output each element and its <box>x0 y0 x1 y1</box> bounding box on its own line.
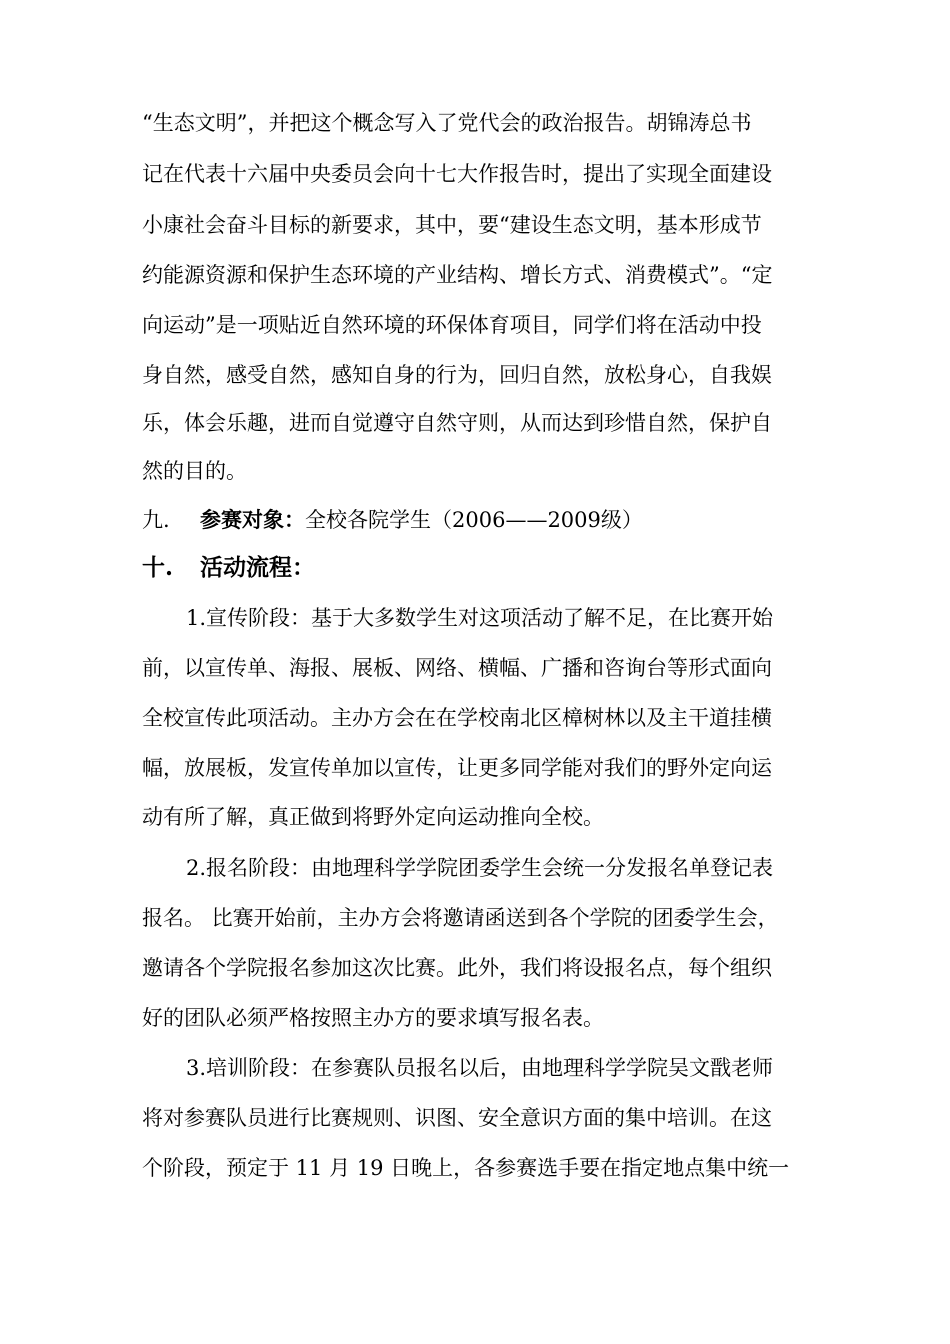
paragraph-line: 记在代表十六届中央委员会向十七大作报告时，提出了实现全面建设 <box>142 162 772 186</box>
paragraph-line: 向运动”是一项贴近自然环境的环保体育项目，同学们将在活动中投 <box>142 313 762 337</box>
section-10-number: 十. <box>142 554 174 581</box>
paragraph-line: 然的目的。 <box>142 459 247 483</box>
stage-2-line: 邀请各个学院报名参加这次比赛。此外，我们将设报名点，每个组织 <box>142 956 772 980</box>
stage-3-line: 个阶段，预定于 11 月 19 日晚上，各参赛选手要在指定地点集中统一 <box>142 1156 790 1180</box>
stage-1-line: 1.宣传阶段：基于大多数学生对这项活动了解不足，在比赛开始 <box>186 606 774 630</box>
paragraph-line: “生态文明”，并把这个概念写入了党代会的政治报告。胡锦涛总书 <box>142 111 752 135</box>
stage-1-line: 动有所了解，真正做到将野外定向运动推向全校。 <box>142 805 604 829</box>
section-10-heading <box>142 552 822 584</box>
paragraph-line: 身自然，感受自然，感知自身的行为，回归自然，放松身心，自我娱 <box>142 363 772 387</box>
section-9-number: 九. <box>142 508 170 532</box>
section-9-label: 参赛对象： <box>200 507 305 532</box>
stage-3-line: 将对参赛队员进行比赛规则、识图、安全意识方面的集中培训。在这 <box>142 1106 772 1130</box>
stage-3-line: 3.培训阶段：在参赛队员报名以后，由地理科学学院吴文戬老师 <box>186 1056 774 1080</box>
paragraph-line: 乐，体会乐趣，进而自觉遵守自然守则，从而达到珍惜自然，保护自 <box>142 411 772 435</box>
stage-2-line: 好的团队必须严格按照主办方的要求填写报名表。 <box>142 1006 604 1030</box>
stage-2-line: 报名。 比赛开始前，主办方会将邀请函送到各个学院的团委学生会， <box>142 906 779 930</box>
stage-1-line: 幅，放展板，发宣传单加以宣传，让更多同学能对我们的野外定向运 <box>142 756 772 780</box>
paragraph-line: 小康社会奋斗目标的新要求，其中，要“建设生态文明，基本形成节 <box>142 213 762 237</box>
section-9-heading <box>142 505 822 535</box>
paragraph-line: 约能源资源和保护生态环境的产业结构、增长方式、消费模式”。“定 <box>142 263 773 287</box>
stage-2-line: 2.报名阶段：由地理科学学院团委学生会统一分发报名单登记表 <box>186 856 774 880</box>
stage-1-line: 全校宣传此项活动。主办方会在在学校南北区樟树林以及主干道挂横 <box>142 706 772 730</box>
section-9-text: 全校各院学生（2006——2009级） <box>305 508 643 532</box>
stage-1-line: 前，以宣传单、海报、展板、网络、横幅、广播和咨询台等形式面向 <box>142 656 772 680</box>
section-10-label: 活动流程： <box>200 554 315 581</box>
